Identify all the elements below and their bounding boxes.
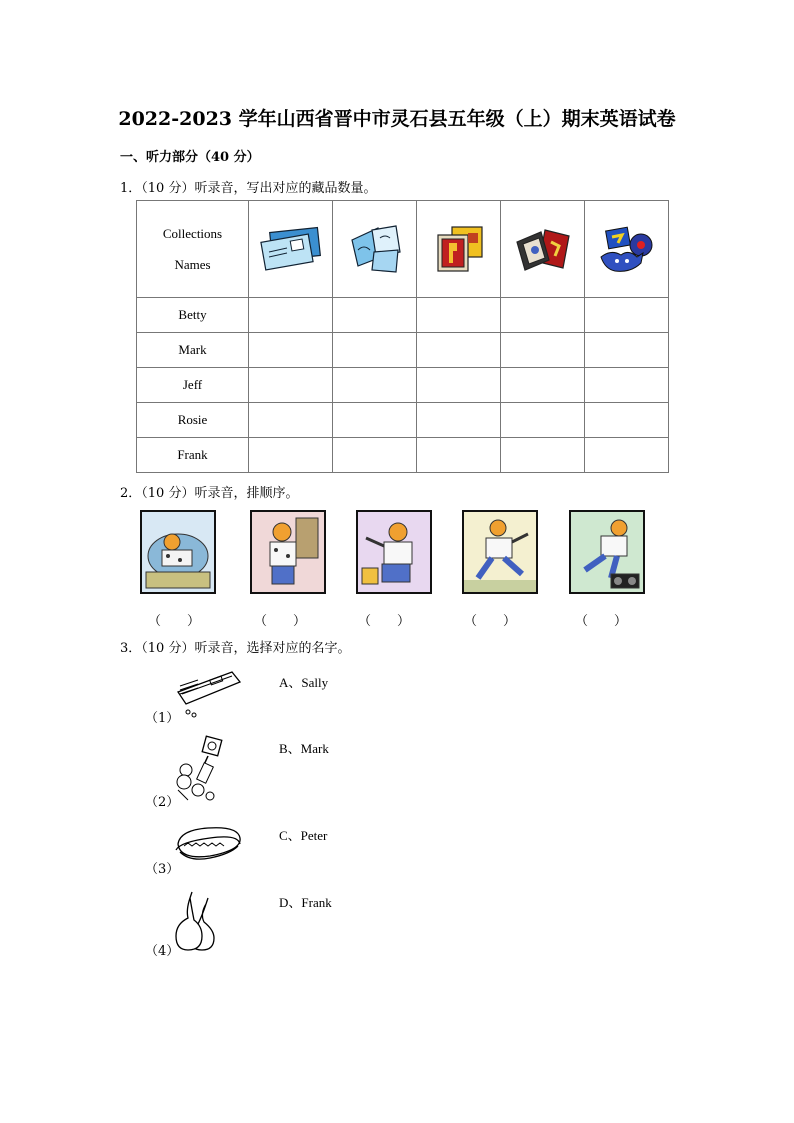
answer-cell[interactable] <box>501 298 585 333</box>
books-icon <box>511 224 575 274</box>
table-row <box>137 333 669 368</box>
table-row <box>137 298 669 333</box>
answer-cell[interactable] <box>501 368 585 403</box>
question-1-text: 1．（10 分）听录音，写出对应的藏品数量。 <box>120 181 377 196</box>
order-blank-2[interactable]: （ ） <box>254 614 307 629</box>
page-title: 2022-2023 学年山西省晋中市灵石县五年级（上）期末英语试卷 <box>118 108 676 130</box>
answer-cell[interactable] <box>585 438 669 473</box>
collection-cell <box>501 201 585 298</box>
item-number-3: （3） <box>145 862 180 877</box>
answer-cell[interactable] <box>333 333 417 368</box>
collections-table <box>136 200 669 473</box>
order-blank-3[interactable]: （ ） <box>358 614 411 629</box>
name-cell: Mark <box>137 333 249 368</box>
option-b: B、Mark <box>279 741 329 756</box>
answer-cell[interactable] <box>417 333 501 368</box>
picture-stretching <box>356 510 432 594</box>
item-number-4: （4） <box>145 944 180 959</box>
answer-cell[interactable] <box>249 298 333 333</box>
name-cell: Rosie <box>137 403 249 438</box>
answer-cell[interactable] <box>417 438 501 473</box>
pears-icon <box>172 890 224 952</box>
picture-waking <box>250 510 326 594</box>
collection-cell <box>417 201 501 298</box>
name-cell: Frank <box>137 438 249 473</box>
answer-cell[interactable] <box>249 333 333 368</box>
option-d: D、Frank <box>279 895 332 910</box>
chalk-box-icon <box>172 668 244 720</box>
picture-sleeping <box>140 510 216 594</box>
option-c: C、Peter <box>279 828 328 843</box>
section-heading: 一、听力部分（40 分） <box>120 150 260 165</box>
order-blank-1[interactable]: （ ） <box>148 614 201 629</box>
answer-cell[interactable] <box>333 438 417 473</box>
answer-cell[interactable] <box>249 403 333 438</box>
answer-cell[interactable] <box>333 298 417 333</box>
table-header-row <box>137 201 669 298</box>
answer-cell[interactable] <box>585 333 669 368</box>
answer-cell[interactable] <box>501 403 585 438</box>
picture-jumping <box>569 510 645 594</box>
collection-cell <box>333 201 417 298</box>
hot-dog-icon <box>172 822 244 868</box>
answer-cell[interactable] <box>417 298 501 333</box>
answer-cell[interactable] <box>249 368 333 403</box>
answer-cell[interactable] <box>417 403 501 438</box>
answer-cell[interactable] <box>333 368 417 403</box>
option-a: A、Sally <box>279 675 329 690</box>
picture-running <box>462 510 538 594</box>
table-row <box>137 368 669 403</box>
table-row <box>137 403 669 438</box>
robot-toy-icon <box>170 734 230 806</box>
answer-cell[interactable] <box>417 368 501 403</box>
header-cell <box>137 201 249 298</box>
answer-cell[interactable] <box>501 333 585 368</box>
postcards-icon <box>257 226 325 272</box>
table-row <box>137 438 669 473</box>
order-blank-4[interactable]: （ ） <box>464 614 517 629</box>
answer-cell[interactable] <box>333 403 417 438</box>
name-cell: Betty <box>137 298 249 333</box>
collection-cell <box>249 201 333 298</box>
paper-notes-icon <box>344 222 406 276</box>
answer-cell[interactable] <box>585 298 669 333</box>
item-number-1: （1） <box>145 711 180 726</box>
collection-cell <box>585 201 669 298</box>
answer-cell[interactable] <box>585 368 669 403</box>
answer-cell[interactable] <box>585 403 669 438</box>
answer-cell[interactable] <box>501 438 585 473</box>
answer-cell[interactable] <box>249 438 333 473</box>
header-names: Names <box>174 257 211 272</box>
toy-stickers-icon <box>595 223 659 275</box>
question-2-text: 2．（10 分）听录音，排顺序。 <box>120 486 299 501</box>
header-collections: Collections <box>162 226 223 241</box>
item-number-2: （2） <box>145 795 180 810</box>
order-blank-5[interactable]: （ ） <box>575 614 628 629</box>
stamps-icon <box>432 223 486 275</box>
name-cell: Jeff <box>137 368 249 403</box>
question-3-text: 3．（10 分）听录音，选择对应的名字。 <box>120 641 351 656</box>
